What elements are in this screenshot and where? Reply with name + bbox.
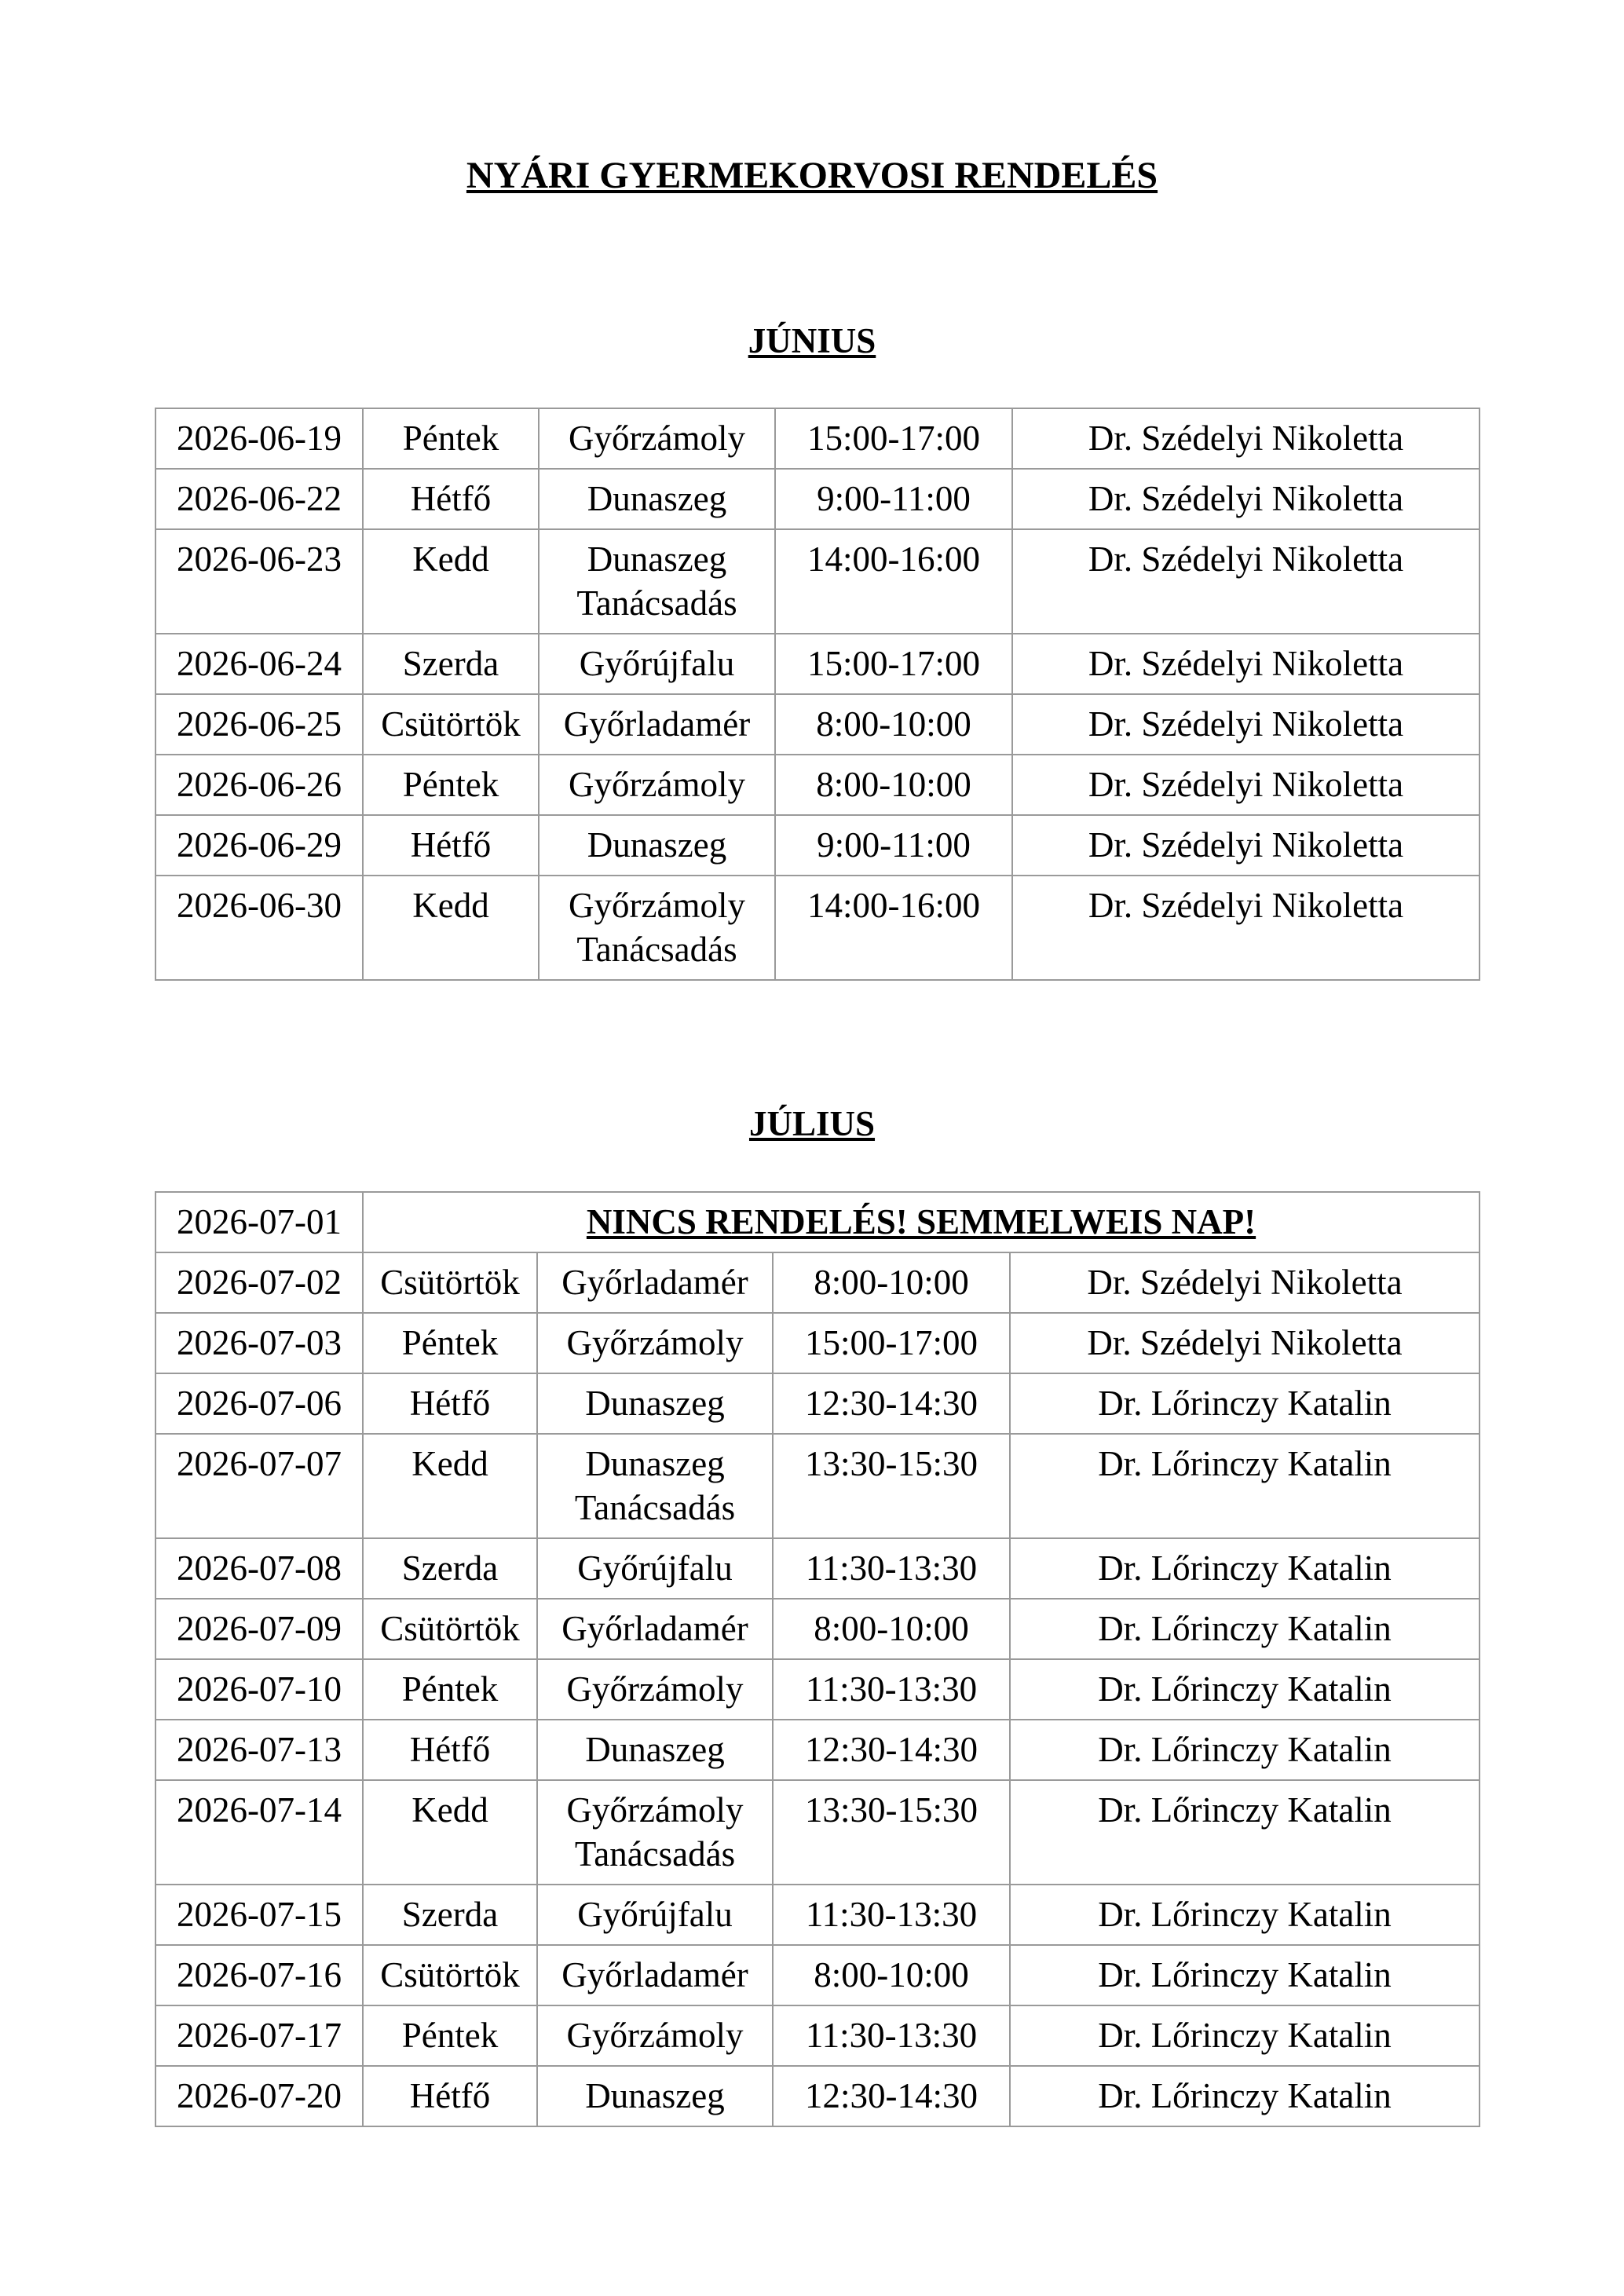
cell-doctor: Dr. Lőrinczy Katalin xyxy=(1010,1945,1480,2005)
cell-doctor: Dr. Szédelyi Nikoletta xyxy=(1012,408,1480,469)
schedule-table-july-body xyxy=(155,1192,1480,2126)
cell-date: 2026-07-13 xyxy=(155,1720,363,1780)
cell-day: Csütörtök xyxy=(363,1252,537,1313)
place-name: Győrújfalu xyxy=(577,1895,733,1934)
cell-time: 13:30-15:30 xyxy=(773,1434,1010,1538)
cell-date: 2026-07-16 xyxy=(155,1945,363,2005)
place-name: Győrladamér xyxy=(561,1263,748,1302)
cell-date: 2026-06-19 xyxy=(155,408,363,469)
cell-date: 2026-07-08 xyxy=(155,1538,363,1599)
schedule-table-june-body xyxy=(155,408,1480,980)
cell-place xyxy=(537,1780,773,1885)
cell-date: 2026-06-30 xyxy=(155,876,363,980)
cell-time: 9:00-11:00 xyxy=(775,469,1012,529)
no-consultation-notice: NINCS RENDELÉS! SEMMELWEIS NAP! xyxy=(363,1192,1480,1252)
table-row xyxy=(155,529,1480,634)
schedule-table-july xyxy=(155,1191,1480,2127)
cell-doctor: Dr. Szédelyi Nikoletta xyxy=(1012,876,1480,980)
place-name: Dunaszeg xyxy=(585,2076,725,2115)
cell-place xyxy=(539,876,775,980)
cell-time: 14:00-16:00 xyxy=(775,529,1012,634)
table-row xyxy=(155,694,1480,755)
cell-place xyxy=(537,1373,773,1434)
table-row xyxy=(155,1434,1480,1538)
cell-day: Csütörtök xyxy=(363,1599,537,1659)
cell-date: 2026-07-01 xyxy=(155,1192,363,1252)
cell-place xyxy=(537,1720,773,1780)
cell-place xyxy=(539,529,775,634)
cell-place xyxy=(537,1945,773,2005)
place-name: Győrzámoly xyxy=(569,419,745,458)
cell-date: 2026-06-23 xyxy=(155,529,363,634)
place-note: Tanácsadás xyxy=(574,1488,736,1527)
cell-place xyxy=(537,1885,773,1945)
cell-date: 2026-06-25 xyxy=(155,694,363,755)
cell-day: Kedd xyxy=(363,876,539,980)
table-row xyxy=(155,634,1480,694)
schedule-table-june xyxy=(155,408,1480,981)
cell-time: 14:00-16:00 xyxy=(775,876,1012,980)
cell-day: Hétfő xyxy=(363,815,539,876)
place-name: Győrzámoly xyxy=(566,1323,744,1362)
place-name: Dunaszeg xyxy=(587,539,727,579)
cell-place xyxy=(537,1659,773,1720)
place-name: Győrladamér xyxy=(563,704,751,744)
cell-place xyxy=(537,1538,773,1599)
cell-time: 11:30-13:30 xyxy=(773,1885,1010,1945)
cell-time: 8:00-10:00 xyxy=(775,694,1012,755)
table-row xyxy=(155,469,1480,529)
cell-day: Kedd xyxy=(363,1780,537,1885)
cell-date: 2026-06-26 xyxy=(155,755,363,815)
cell-date: 2026-07-02 xyxy=(155,1252,363,1313)
table-row xyxy=(155,1373,1480,1434)
cell-day: Csütörtök xyxy=(363,694,539,755)
cell-day: Péntek xyxy=(363,755,539,815)
cell-doctor: Dr. Lőrinczy Katalin xyxy=(1010,1434,1480,1538)
cell-doctor: Dr. Szédelyi Nikoletta xyxy=(1012,634,1480,694)
table-row xyxy=(155,755,1480,815)
cell-doctor: Dr. Szédelyi Nikoletta xyxy=(1010,1252,1480,1313)
table-row xyxy=(155,1313,1480,1373)
place-name: Győrújfalu xyxy=(579,644,735,683)
table-row xyxy=(155,1945,1480,2005)
cell-time: 8:00-10:00 xyxy=(773,1945,1010,2005)
place-name: Győrladamér xyxy=(561,1955,748,1994)
cell-time: 15:00-17:00 xyxy=(773,1313,1010,1373)
cell-time: 13:30-15:30 xyxy=(773,1780,1010,1885)
cell-date: 2026-07-14 xyxy=(155,1780,363,1885)
table-row xyxy=(155,815,1480,876)
cell-day: Szerda xyxy=(363,1885,537,1945)
cell-date: 2026-06-29 xyxy=(155,815,363,876)
month-heading-july: JÚLIUS xyxy=(748,1104,876,1143)
cell-time: 11:30-13:30 xyxy=(773,2005,1010,2066)
cell-doctor: Dr. Lőrinczy Katalin xyxy=(1010,2005,1480,2066)
cell-time: 12:30-14:30 xyxy=(773,1373,1010,1434)
place-name: Győrladamér xyxy=(561,1609,748,1648)
cell-doctor: Dr. Lőrinczy Katalin xyxy=(1010,1720,1480,1780)
table-row xyxy=(155,1720,1480,1780)
table-row xyxy=(155,1252,1480,1313)
place-name: Győrzámoly xyxy=(569,886,745,925)
cell-day: Kedd xyxy=(363,1434,537,1538)
cell-day: Kedd xyxy=(363,529,539,634)
cell-time: 8:00-10:00 xyxy=(775,755,1012,815)
place-name: Győrzámoly xyxy=(566,1669,744,1709)
cell-doctor: Dr. Lőrinczy Katalin xyxy=(1010,2066,1480,2126)
cell-date: 2026-06-24 xyxy=(155,634,363,694)
cell-place xyxy=(539,755,775,815)
cell-place xyxy=(537,1313,773,1373)
place-name: Győrújfalu xyxy=(577,1548,733,1588)
place-name: Dunaszeg xyxy=(585,1384,725,1423)
notice-row xyxy=(155,1192,1480,1252)
cell-doctor: Dr. Lőrinczy Katalin xyxy=(1010,1885,1480,1945)
cell-date: 2026-07-06 xyxy=(155,1373,363,1434)
cell-place xyxy=(539,408,775,469)
cell-doctor: Dr. Lőrinczy Katalin xyxy=(1010,1373,1480,1434)
page-title: NYÁRI GYERMEKORVOSI RENDELÉS xyxy=(466,155,1158,196)
place-name: Dunaszeg xyxy=(585,1444,725,1483)
place-name: Győrzámoly xyxy=(566,1790,744,1830)
cell-time: 8:00-10:00 xyxy=(773,1252,1010,1313)
place-name: Dunaszeg xyxy=(587,479,727,518)
table-row xyxy=(155,2005,1480,2066)
cell-date: 2026-07-07 xyxy=(155,1434,363,1538)
cell-doctor: Dr. Szédelyi Nikoletta xyxy=(1012,755,1480,815)
cell-place xyxy=(537,1434,773,1538)
cell-time: 8:00-10:00 xyxy=(773,1599,1010,1659)
cell-place xyxy=(539,469,775,529)
cell-doctor: Dr. Szédelyi Nikoletta xyxy=(1012,529,1480,634)
cell-day: Péntek xyxy=(363,1313,537,1373)
cell-doctor: Dr. Lőrinczy Katalin xyxy=(1010,1538,1480,1599)
cell-date: 2026-07-03 xyxy=(155,1313,363,1373)
place-note: Tanácsadás xyxy=(576,583,737,623)
cell-date: 2026-06-22 xyxy=(155,469,363,529)
cell-date: 2026-07-17 xyxy=(155,2005,363,2066)
table-row xyxy=(155,1659,1480,1720)
cell-day: Szerda xyxy=(363,634,539,694)
cell-day: Péntek xyxy=(363,2005,537,2066)
cell-place xyxy=(539,815,775,876)
place-name: Győrzámoly xyxy=(569,765,745,804)
cell-time: 15:00-17:00 xyxy=(775,634,1012,694)
cell-day: Csütörtök xyxy=(363,1945,537,2005)
table-row xyxy=(155,876,1480,980)
cell-doctor: Dr. Lőrinczy Katalin xyxy=(1010,1659,1480,1720)
cell-doctor: Dr. Szédelyi Nikoletta xyxy=(1012,815,1480,876)
table-row xyxy=(155,408,1480,469)
cell-date: 2026-07-10 xyxy=(155,1659,363,1720)
cell-time: 11:30-13:30 xyxy=(773,1659,1010,1720)
place-name: Győrzámoly xyxy=(566,2016,744,2055)
table-row xyxy=(155,1885,1480,1945)
place-note: Tanácsadás xyxy=(574,1834,736,1874)
place-note: Tanácsadás xyxy=(576,930,737,969)
cell-doctor: Dr. Lőrinczy Katalin xyxy=(1010,1780,1480,1885)
table-row xyxy=(155,2066,1480,2126)
cell-place xyxy=(539,634,775,694)
table-row xyxy=(155,1538,1480,1599)
cell-day: Péntek xyxy=(363,1659,537,1720)
cell-day: Hétfő xyxy=(363,469,539,529)
cell-time: 11:30-13:30 xyxy=(773,1538,1010,1599)
table-row xyxy=(155,1780,1480,1885)
cell-day: Hétfő xyxy=(363,2066,537,2126)
cell-place xyxy=(537,2066,773,2126)
cell-day: Szerda xyxy=(363,1538,537,1599)
cell-day: Péntek xyxy=(363,408,539,469)
cell-doctor: Dr. Szédelyi Nikoletta xyxy=(1012,469,1480,529)
table-row xyxy=(155,1599,1480,1659)
cell-place xyxy=(537,1252,773,1313)
cell-place xyxy=(539,694,775,755)
cell-day: Hétfő xyxy=(363,1720,537,1780)
cell-date: 2026-07-15 xyxy=(155,1885,363,1945)
cell-day: Hétfő xyxy=(363,1373,537,1434)
place-name: Dunaszeg xyxy=(587,825,727,865)
cell-time: 15:00-17:00 xyxy=(775,408,1012,469)
cell-time: 12:30-14:30 xyxy=(773,1720,1010,1780)
cell-place xyxy=(537,2005,773,2066)
cell-time: 12:30-14:30 xyxy=(773,2066,1010,2126)
cell-doctor: Dr. Szédelyi Nikoletta xyxy=(1010,1313,1480,1373)
cell-date: 2026-07-20 xyxy=(155,2066,363,2126)
cell-date: 2026-07-09 xyxy=(155,1599,363,1659)
place-name: Dunaszeg xyxy=(585,1730,725,1769)
cell-doctor: Dr. Szédelyi Nikoletta xyxy=(1012,694,1480,755)
cell-doctor: Dr. Lőrinczy Katalin xyxy=(1010,1599,1480,1659)
cell-place xyxy=(537,1599,773,1659)
month-heading-june: JÚNIUS xyxy=(748,321,876,360)
cell-time: 9:00-11:00 xyxy=(775,815,1012,876)
